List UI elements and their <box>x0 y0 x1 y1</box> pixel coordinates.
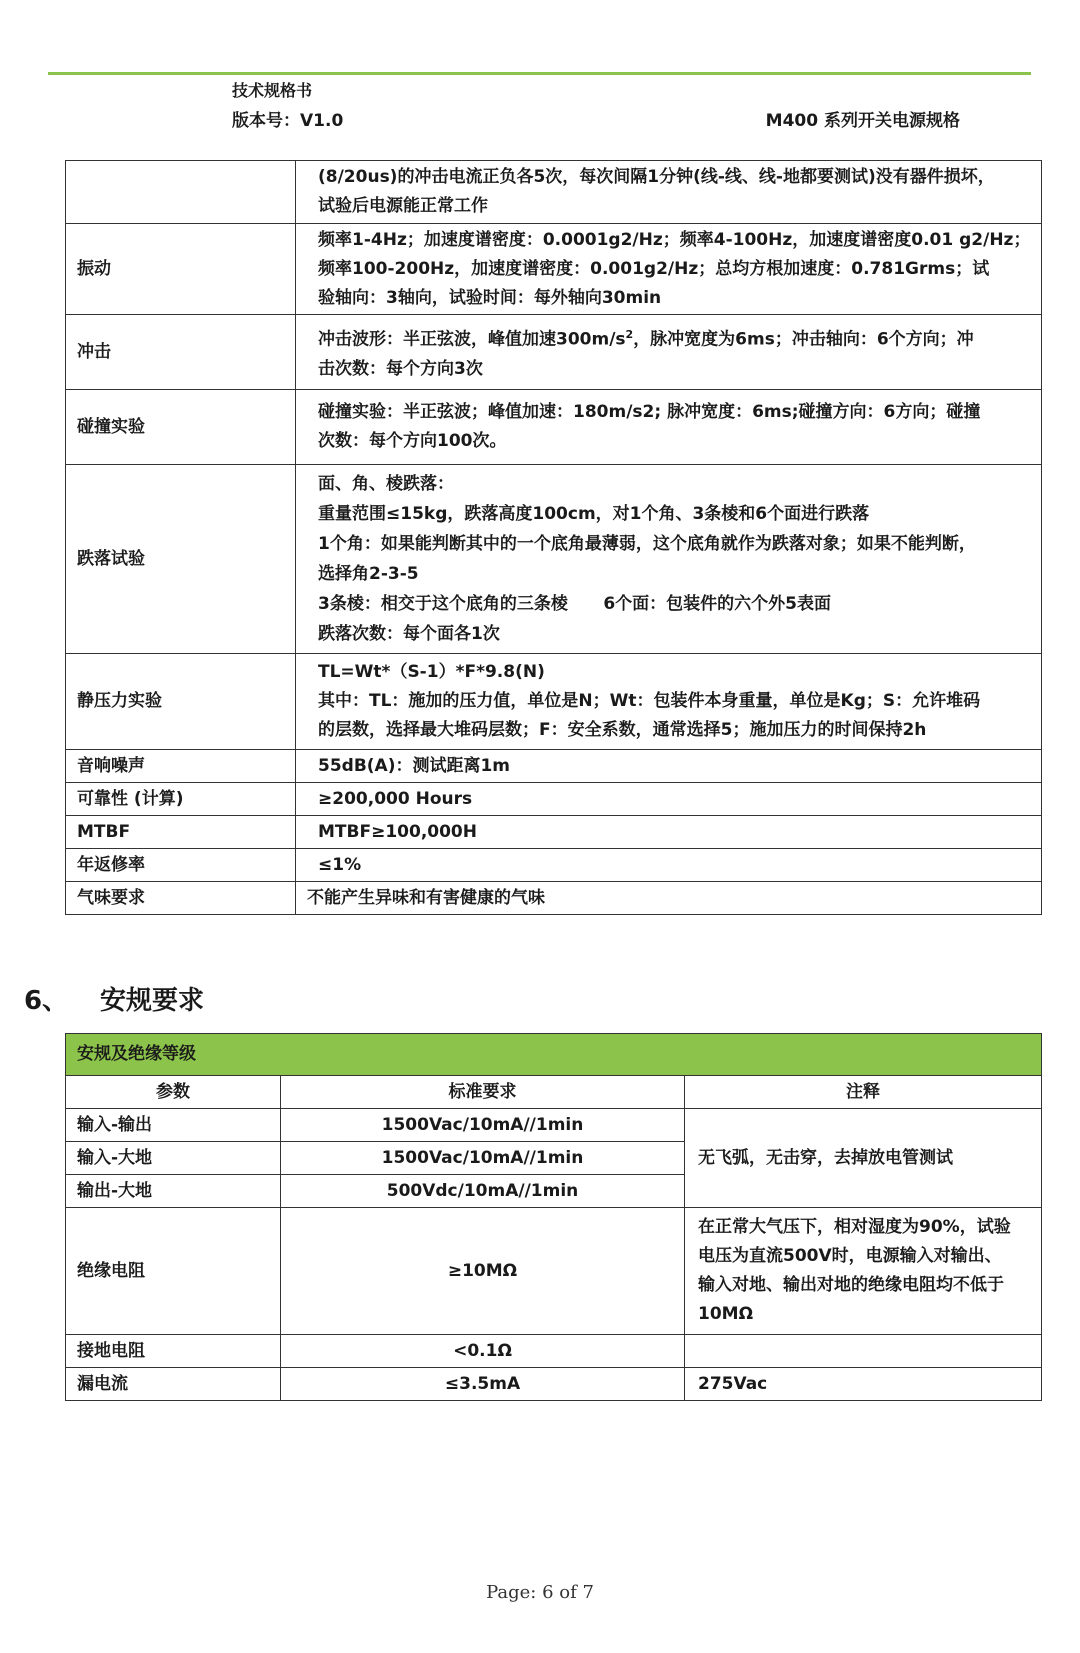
header-version: 版本号：V1.0 <box>232 111 344 131</box>
table-row <box>66 882 1042 915</box>
column-header: 注释 <box>685 1076 1042 1109</box>
note-cell <box>685 1335 1042 1368</box>
header-rule <box>48 72 1031 75</box>
table-row <box>66 783 1042 816</box>
section-number: 6、 <box>24 986 69 1016</box>
table-row <box>66 1208 1042 1335</box>
table-row <box>66 816 1042 849</box>
param-cell: 接地电阻 <box>66 1335 281 1368</box>
row-value: 55dB(A)：测试距离1m <box>296 750 1042 783</box>
standard-cell: 1500Vac/10mA//1min <box>281 1109 685 1142</box>
section-heading <box>24 980 204 1017</box>
row-value: ≤1% <box>296 849 1042 882</box>
row-value: 碰撞实验：半正弦波；峰值加速：180m/s2; 脉冲宽度：6ms;碰撞方向：6方向；碰撞 次数：每个方向100次。 <box>296 390 1042 465</box>
row-label: 冲击 <box>66 315 296 390</box>
table-row <box>66 1368 1042 1401</box>
column-header: 标准要求 <box>281 1076 685 1109</box>
header-doc-name: M400 系列开关电源规格 <box>765 111 960 131</box>
table-row <box>66 390 1042 465</box>
row-value: 频率1-4Hz；加速度谱密度：0.0001g2/Hz；频率4-100Hz，加速度谱密度0.01 g2/Hz； 频率100-200Hz，加速度谱密度：0.001g2/Hz；总均方根加速度：0.781Grms；试 验轴向：3轴向，试验时间：每外轴向30min <box>296 224 1042 315</box>
safety-insulation-table <box>65 1033 1042 1401</box>
row-label: 气味要求 <box>66 882 296 915</box>
standard-cell: 1500Vac/10mA//1min <box>281 1142 685 1175</box>
row-label: 跌落试验 <box>66 465 296 654</box>
param-cell: 漏电流 <box>66 1368 281 1401</box>
row-label: MTBF <box>66 816 296 849</box>
standard-cell: ≥10MΩ <box>281 1208 685 1335</box>
row-label: 年返修率 <box>66 849 296 882</box>
row-label: 音响噪声 <box>66 750 296 783</box>
section-title: 安规要求 <box>100 986 205 1016</box>
table-row <box>66 849 1042 882</box>
table-row <box>66 654 1042 750</box>
table-row <box>66 1109 1042 1142</box>
table-caption-row <box>66 1034 1042 1076</box>
table-row <box>66 161 1042 224</box>
total-page-number: 7 <box>582 1582 594 1603</box>
table-row <box>66 465 1042 654</box>
row-label: 可靠性 (计算) <box>66 783 296 816</box>
standard-cell: <0.1Ω <box>281 1335 685 1368</box>
row-label: 静压力实验 <box>66 654 296 750</box>
header-title: 技术规格书 <box>232 81 313 100</box>
row-value: TL=Wt*（S-1）*F*9.8(N) 其中：TL：施加的压力值，单位是N；Wt：包装件本身重量，单位是Kg；S：允许堆码 的层数，选择最大堆码层数；F：安全系数，通常选择5；施加压力的时间保持2h <box>296 654 1042 750</box>
param-cell: 输出-大地 <box>66 1175 281 1208</box>
table-caption: 安规及绝缘等级 <box>66 1034 1042 1076</box>
table-row <box>66 1335 1042 1368</box>
table-row <box>66 315 1042 390</box>
note-cell: 275Vac <box>685 1368 1042 1401</box>
note-cell: 在正常大气压下，相对湿度为90%，试验 电压为直流500V时，电源输入对输出、 输入对地、输出对地的绝缘电阻均不低于 10MΩ <box>685 1208 1042 1335</box>
row-label: 振动 <box>66 224 296 315</box>
column-header: 参数 <box>66 1076 281 1109</box>
standard-cell: ≤3.5mA <box>281 1368 685 1401</box>
current-page-number: 6 <box>542 1582 554 1603</box>
row-value: 不能产生异味和有害健康的气味 <box>296 882 1042 915</box>
table-row <box>66 750 1042 783</box>
row-label: 碰撞实验 <box>66 390 296 465</box>
param-cell: 输入-大地 <box>66 1142 281 1175</box>
table-header-row <box>66 1076 1042 1109</box>
row-value: (8/20us)的冲击电流正负各5次，每次间隔1分钟(线-线、线-地都要测试)没有器件损坏， 试验后电源能正常工作 <box>296 161 1042 224</box>
param-cell: 输入-输出 <box>66 1109 281 1142</box>
row-value: 面、角、棱跌落： 重量范围≤15kg，跌落高度100cm，对1个角、3条棱和6个面进行跌落 1个角：如果能判断其中的一个底角最薄弱，这个底角就作为跌落对象；如果不能判断， 选择角2-3-5 3条棱：相交于这个底角的三条棱 6个面：包装件的六个外5表面 跌落次数：每个面各1次 <box>296 465 1042 654</box>
note-cell: 无飞弧，无击穿，去掉放电管测试 <box>685 1109 1042 1208</box>
row-label <box>66 161 296 224</box>
row-value: MTBF≥100,000H <box>296 816 1042 849</box>
page-footer: Page: 6 of 7 <box>486 1582 594 1603</box>
table-row <box>66 224 1042 315</box>
row-value: 冲击波形：半正弦波，峰值加速$300m/s^2$，脉冲宽度为6ms；冲击轴向：6个方向；冲 击次数：每个方向3次 <box>296 315 1042 390</box>
environment-spec-table <box>65 160 1042 915</box>
standard-cell: 500Vdc/10mA//1min <box>281 1175 685 1208</box>
row-value: ≥200,000 Hours <box>296 783 1042 816</box>
param-cell: 绝缘电阻 <box>66 1208 281 1335</box>
